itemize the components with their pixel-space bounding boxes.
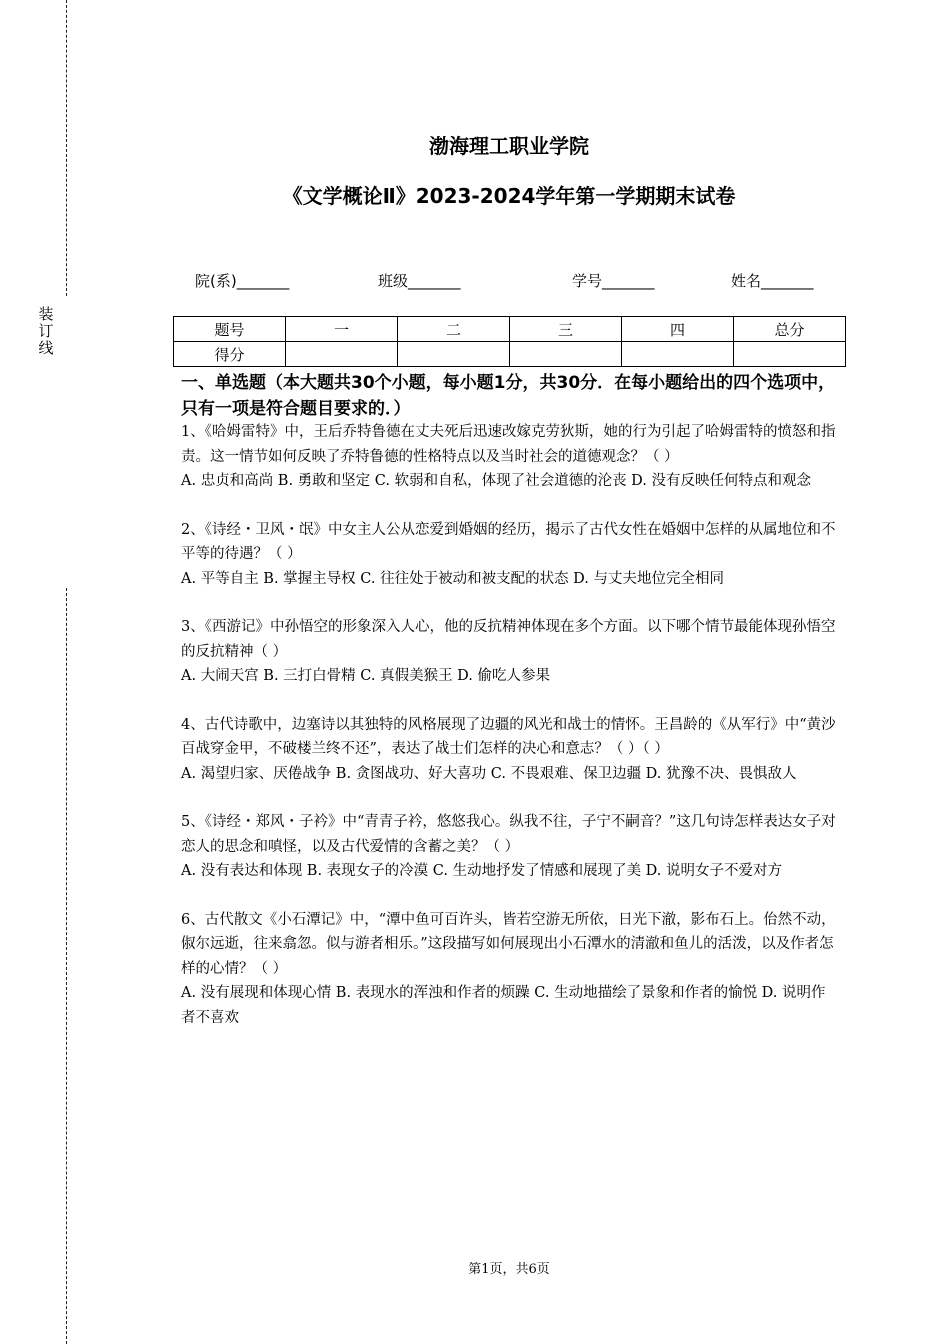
score-table-score-row (174, 342, 846, 367)
section-heading: 一、单选题（本大题共30个小题，每小题1分，共30分．在每小题给出的四个选项中，只有一项是符合题目要求的．） (181, 373, 836, 419)
score-header-cell: 一 (286, 317, 398, 342)
score-cell (734, 342, 846, 367)
question-stem: 3、《西游记》中孙悟空的形象深入人心，他的反抗精神体现在多个方面。以下哪个情节最能体现孙悟空的反抗精神（ ） (181, 619, 836, 660)
question-item (181, 713, 839, 787)
score-header-cell: 题号 (174, 317, 286, 342)
score-cell (622, 342, 734, 367)
student-id-field: 学号_______ (572, 272, 655, 290)
question-options: A. 大闹天宫 B. 三打白骨精 C. 真假美猴王 D. 偷吃人参果 (181, 668, 551, 684)
school-name: 渤海理工职业学院 (429, 134, 589, 158)
score-header-cell: 三 (510, 317, 622, 342)
score-cell (398, 342, 510, 367)
student-info-row (0, 270, 950, 292)
binding-label: 装订线 (38, 305, 54, 357)
question-stem: 4、古代诗歌中，边塞诗以其独特的风格展现了边疆的风光和战士的情怀。王昌龄的《从军行》中“黄沙百战穿金甲，不破楼兰终不还”，表达了战士们怎样的决心和意志？（ ）（ ） (181, 716, 836, 757)
question-item (181, 908, 839, 1031)
score-header-cell: 四 (622, 317, 734, 342)
score-table-header-row (174, 317, 846, 342)
department-field: 院(系)_______ (195, 272, 290, 290)
score-cell (510, 342, 622, 367)
question-stem: 2、《诗经・卫风・氓》中女主人公从恋爱到婚姻的经历，揭示了古代女性在婚姻中怎样的从属地位和不平等的待遇？（ ） (181, 521, 836, 562)
question-stem: 5、《诗经・郑风・子衿》中“青青子衿，悠悠我心。纵我不往，子宁不嗣音？”这几句诗怎样表达女子对恋人的思念和嗔怪，以及古代爱情的含蓄之美？（ ） (181, 814, 836, 855)
question-options: A. 没有表达和体现 B. 表现女子的冷漠 C. 生动地抒发了情感和展现了美 D. 说明女子不爱对方 (181, 863, 783, 879)
question-options: A. 没有展现和体现心情 B. 表现水的浑浊和作者的烦躁 C. 生动地描绘了景象和作者的愉悦 D. 说明作者不喜欢 (181, 985, 826, 1026)
class-field: 班级_______ (378, 272, 461, 290)
score-header-cell: 二 (398, 317, 510, 342)
question-stem: 1、《哈姆雷特》中，王后乔特鲁德在丈夫死后迅速改嫁克劳狄斯，她的行为引起了哈姆雷特的愤怒和指责。这一情节如何反映了乔特鲁德的性格特点以及当时社会的道德观念？（ ） (181, 424, 836, 465)
question-options: A. 渴望归家、厌倦战争 B. 贪图战功、好大喜功 C. 不畏艰难、保卫边疆 D. 犹豫不决、畏惧敌人 (181, 765, 797, 782)
exam-title: 《文学概论Ⅱ》2023-2024学年第一学期期末试卷 (282, 184, 736, 208)
question-list (181, 420, 839, 1054)
question-item (181, 810, 839, 884)
name-field: 姓名_______ (731, 272, 814, 290)
question-item (181, 420, 839, 494)
score-cell (286, 342, 398, 367)
question-stem: 6、古代散文《小石潭记》中，“潭中鱼可百许头，皆若空游无所依，日光下澈，影布石上。佁然不动，俶尔远逝，往来翕忽。似与游者相乐。”这段描写如何展现出小石潭水的清澈和鱼儿的活泼，以及作者怎样的心情？（ ） (181, 911, 836, 977)
score-row-label: 得分 (174, 342, 286, 367)
question-item (181, 615, 839, 689)
page-footer: 第1页，共6页 (468, 1262, 550, 1277)
score-table (173, 316, 846, 367)
binding-dashed-line-bottom (66, 588, 67, 1344)
question-item (181, 518, 839, 592)
question-options: A. 忠贞和高尚 B. 勇敢和坚定 C. 软弱和自私，体现了社会道德的沦丧 D. 没有反映任何特点和观念 (181, 473, 812, 489)
question-options: A. 平等自主 B. 掌握主导权 C. 往往处于被动和被支配的状态 D. 与丈夫地位完全相同 (181, 570, 725, 587)
score-header-cell: 总分 (734, 317, 846, 342)
